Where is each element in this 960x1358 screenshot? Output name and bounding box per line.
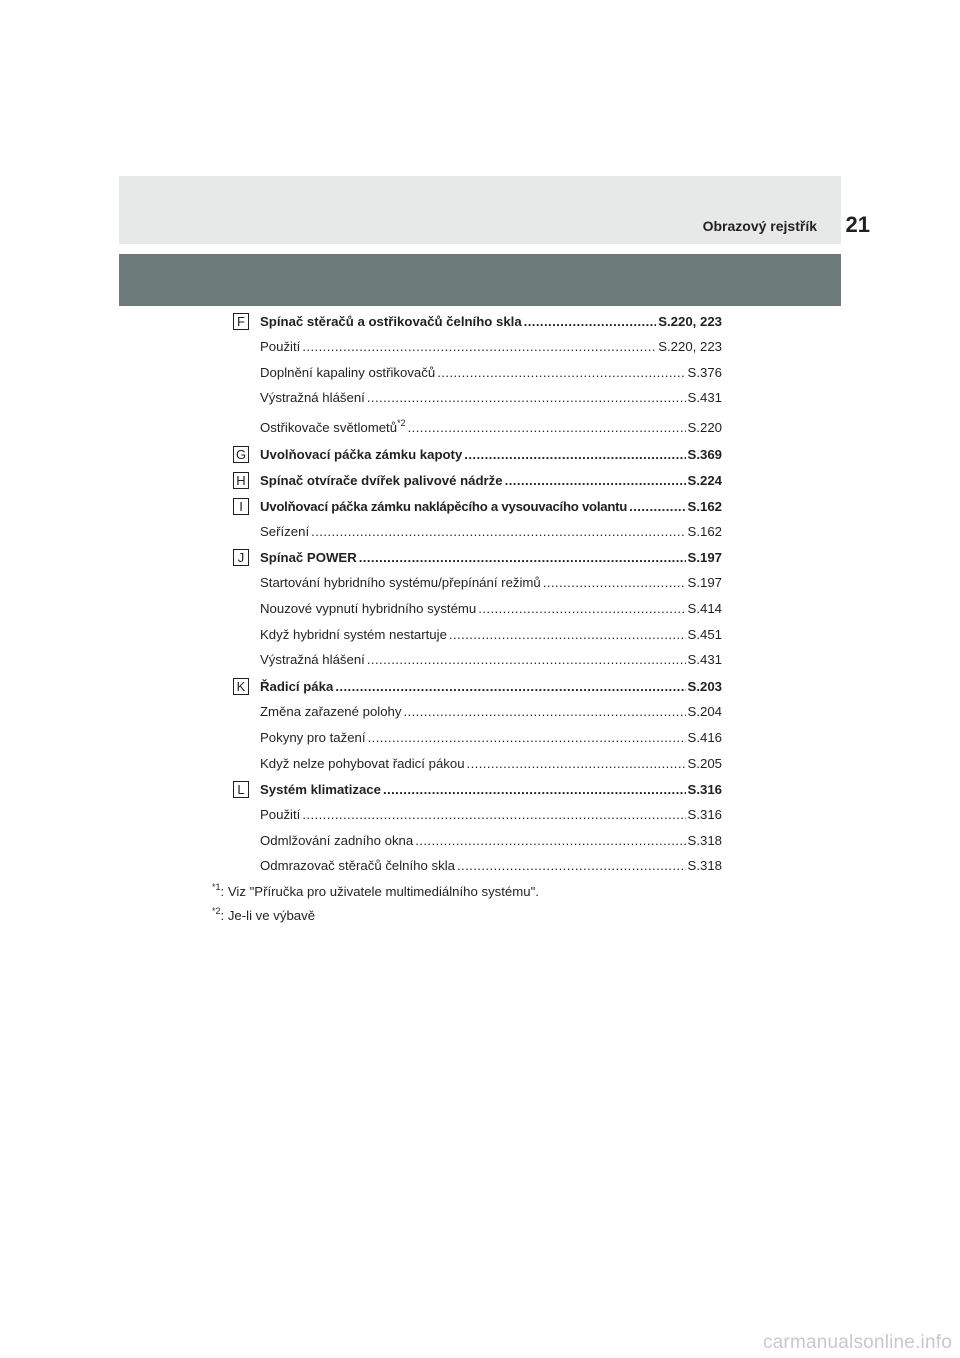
leader-dots: [408, 419, 686, 437]
entry-page: S.369: [687, 447, 722, 462]
index-entry[interactable]: [260, 678, 722, 696]
entry-page: S.197: [687, 575, 722, 590]
index-entry[interactable]: [260, 364, 722, 382]
entry-label: Změna zařazené polohy: [260, 704, 402, 719]
leader-dots: [437, 364, 685, 382]
index-entry[interactable]: [260, 832, 722, 850]
entry-page: S.203: [687, 679, 722, 694]
entry-page: S.318: [687, 858, 722, 873]
entry-page: S.316: [687, 782, 722, 797]
leader-dots: [415, 832, 685, 850]
index-entry[interactable]: [260, 338, 722, 356]
leader-dots: [449, 626, 686, 644]
index-entry[interactable]: [260, 626, 722, 644]
entry-label: Použití: [260, 807, 301, 822]
entry-page: S.162: [687, 499, 722, 514]
entry-page: S.431: [687, 652, 722, 667]
leader-dots: [505, 472, 686, 490]
leader-dots: [359, 549, 686, 567]
entry-label: Řadicí páka: [260, 679, 334, 694]
watermark: carmanualsonline.info: [762, 1332, 952, 1353]
leader-dots: [367, 651, 686, 669]
entry-label: Pokyny pro tažení: [260, 730, 366, 745]
entry-page: S.376: [687, 365, 722, 380]
leader-dots: [524, 313, 657, 331]
leader-dots: [302, 806, 685, 824]
leader-dots: [464, 446, 685, 464]
index-entry[interactable]: [260, 523, 722, 541]
leader-dots: [457, 857, 686, 875]
leader-dots: [543, 574, 686, 592]
entry-label: Výstražná hlášení: [260, 390, 365, 405]
entry-page: S.316: [687, 807, 722, 822]
index-entry[interactable]: [260, 806, 722, 824]
entry-page: S.162: [687, 524, 722, 539]
letter-marker-k: K: [233, 678, 249, 695]
index-entry[interactable]: [260, 755, 722, 773]
entry-label: Výstražná hlášení: [260, 652, 365, 667]
footnote-2: [212, 907, 315, 925]
entry-label: Když nelze pohybovat řadicí pákou: [260, 756, 465, 771]
index-entry[interactable]: [260, 313, 722, 331]
entry-label: Když hybridní systém nestartuje: [260, 627, 447, 642]
entry-label: Spínač POWER: [260, 550, 357, 565]
letter-marker-l: L: [233, 781, 249, 798]
entry-page: S.205: [687, 756, 722, 771]
section-bar: [119, 254, 841, 306]
index-entry[interactable]: [260, 574, 722, 592]
letter-marker-i: I: [233, 498, 249, 515]
index-entry[interactable]: [260, 600, 722, 618]
leader-dots: [467, 755, 686, 773]
entry-label: [260, 419, 406, 437]
leader-dots: [629, 498, 685, 516]
entry-page: S.431: [687, 390, 722, 405]
entry-label: Použití: [260, 339, 301, 354]
entry-page: S.197: [687, 550, 722, 565]
index-entry[interactable]: [260, 549, 722, 567]
leader-dots: [478, 600, 685, 618]
leader-dots: [368, 729, 686, 747]
entry-label: Startování hybridního systému/přepínání režimů: [260, 575, 541, 590]
letter-marker-g: G: [233, 446, 249, 463]
entry-page: S.220: [687, 420, 722, 435]
index-entry[interactable]: [260, 498, 722, 516]
leader-dots: [311, 523, 685, 541]
entry-page: S.318: [687, 833, 722, 848]
leader-dots: [302, 338, 656, 356]
entry-page: S.224: [687, 473, 722, 488]
entry-label-text: Ostřikovače světlometů: [260, 420, 398, 435]
entry-label: Odmrazovač stěračů čelního skla: [260, 858, 455, 873]
entry-page: S.416: [687, 730, 722, 745]
index-entry[interactable]: [260, 389, 722, 407]
entry-label: Spínač otvírače dvířek palivové nádrže: [260, 473, 503, 488]
footnote-text: : Je-li ve výbavě: [220, 908, 316, 923]
letter-marker-h: H: [233, 472, 249, 489]
index-entry[interactable]: [260, 729, 722, 747]
entry-label: Systém klimatizace: [260, 782, 381, 797]
index-entry[interactable]: [260, 857, 722, 875]
leader-dots: [403, 703, 685, 721]
leader-dots: [335, 678, 685, 696]
entry-label: Doplnění kapaliny ostřikovačů: [260, 365, 436, 380]
entry-page: S.220, 223: [658, 339, 722, 354]
entry-page: S.220, 223: [658, 314, 722, 329]
index-entry[interactable]: [260, 651, 722, 669]
page-number: 21: [845, 212, 870, 237]
footnote-1: [212, 883, 539, 901]
letter-marker-f: F: [233, 313, 249, 330]
entry-label: Nouzové vypnutí hybridního systému: [260, 601, 477, 616]
footnote-mark: *1: [212, 882, 221, 892]
entry-page: S.451: [687, 627, 722, 642]
footnote-ref: *2: [397, 418, 406, 428]
index-entry[interactable]: [260, 446, 722, 464]
entry-page: S.414: [687, 601, 722, 616]
entry-label: Seřízení: [260, 524, 310, 539]
index-entry[interactable]: [260, 703, 722, 721]
entry-label: Spínač stěračů a ostřikovačů čelního skla: [260, 314, 522, 329]
entry-label: Odmlžování zadního okna: [260, 833, 414, 848]
leader-dots: [367, 389, 686, 407]
entry-label: Uvolňovací páčka zámku naklápěcího a vysouvacího volantu: [260, 499, 628, 514]
entry-page: S.204: [687, 704, 722, 719]
index-entry[interactable]: [260, 419, 722, 437]
entry-label: Uvolňovací páčka zámku kapoty: [260, 447, 463, 462]
index-entry[interactable]: [260, 781, 722, 799]
leader-dots: [383, 781, 686, 799]
footnote-text: : Viz "Příručka pro uživatele multimediálního systému".: [220, 884, 539, 899]
section-title: Obrazový rejstřík: [702, 218, 817, 234]
index-entry[interactable]: [260, 472, 722, 490]
letter-marker-j: J: [233, 549, 249, 566]
footnote-mark: *2: [212, 906, 221, 916]
